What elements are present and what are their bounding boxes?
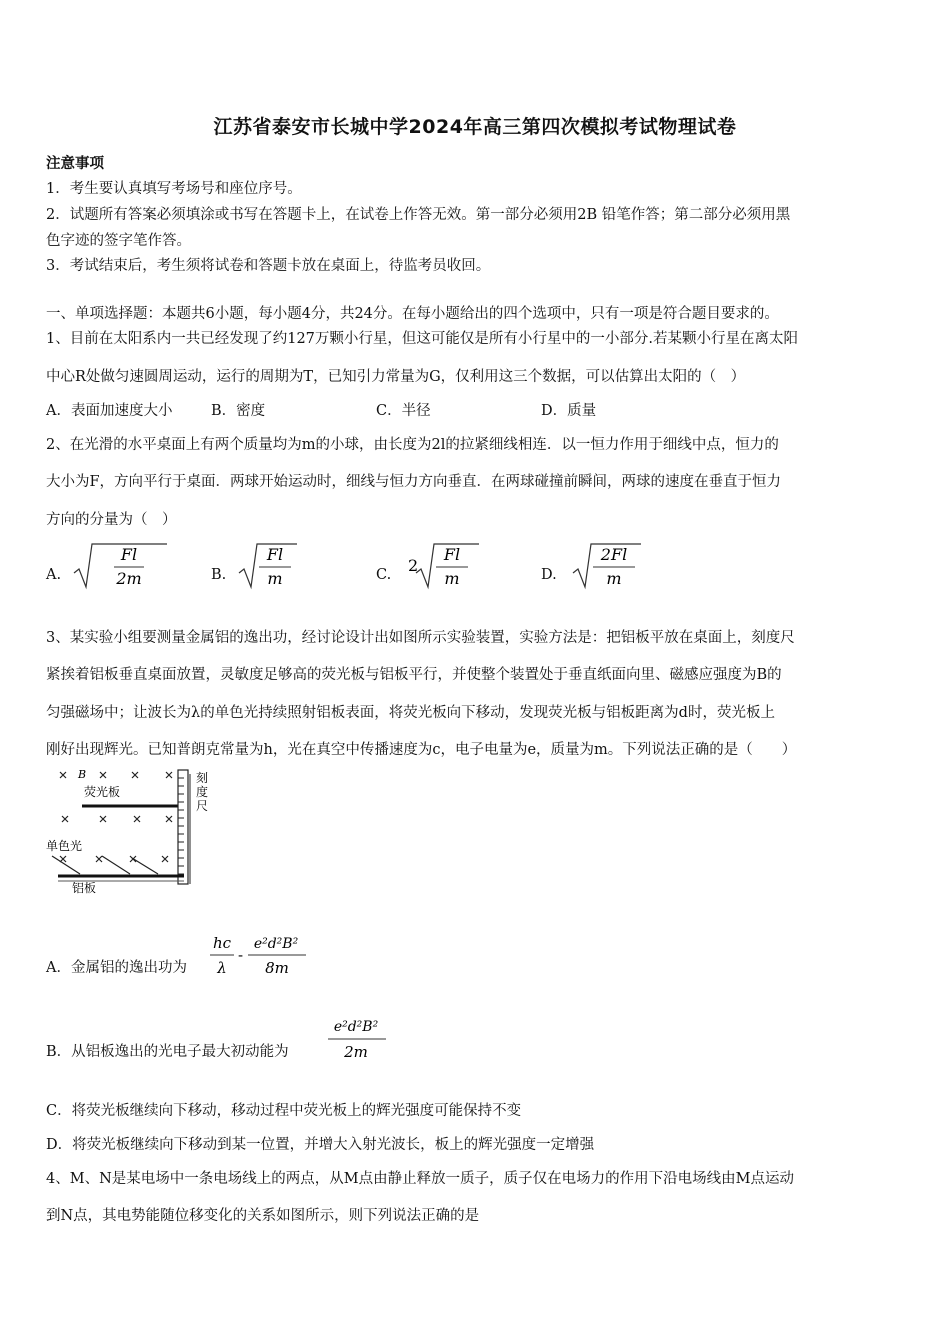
option-text: B．从铝板逸出的光电子最大初动能为 (46, 1044, 289, 1060)
fraction-denominator: m (444, 569, 460, 588)
section-heading: 一、单项选择题：本题共6小题，每小题4分，共24分。在每小题给出的四个选项中，只有一项是符合题目要求的。 (46, 306, 779, 322)
fraction-denominator: 2m (116, 569, 142, 588)
light-rays (52, 856, 158, 874)
fraction-numerator: 2Fl (600, 545, 628, 564)
option-c[interactable]: C．将荧光板继续向下移动，移动过程中荧光板上的辉光强度可能保持不变 (46, 1103, 522, 1119)
question-text: 4、M、N是某电场中一条电场线上的两点，从M点由静止释放一质子，质子仅在电场力的作用下沿电场线由M点运动 (46, 1171, 794, 1187)
fraction-numerator: hc (212, 934, 232, 952)
ruler (178, 770, 188, 884)
option-c[interactable]: C．半径 (376, 403, 431, 419)
question-text: 中心R处做匀速圆周运动，运行的周期为T，已知引力常量为G，仅利用这三个数据，可以估算出太阳的（ ） (46, 369, 746, 385)
question-text: 大小为F，方向平行于桌面．两球开始运动时，细线与恒力方向垂直．在两球碰撞前瞬间，两球的速度在垂直于恒力 (46, 474, 782, 490)
fraction-denominator: 2m (344, 1043, 368, 1061)
fraction-numerator: Fl (120, 545, 138, 564)
option-text: A．金属铝的逸出功为 (46, 960, 187, 976)
notice-item: 2．试题所有答案必须填涂或书写在答题卡上，在试卷上作答无效。第一部分必须用2B 铅笔作答；第二部分必须用黑 (46, 207, 791, 223)
question-text: 匀强磁场中；让波长为λ的单色光持续照射铝板表面，将荧光板向下移动，发现荧光板与铝板距离为d时，荧光板上 (46, 705, 775, 721)
field-label: B (78, 768, 87, 781)
fraction-denominator: λ (217, 959, 227, 977)
option-a[interactable]: A．表面加速度大小 (46, 403, 173, 419)
minus-sign: - (238, 946, 244, 964)
fraction-numerator: Fl (266, 545, 284, 564)
experiment-diagram (44, 764, 224, 896)
light-label: 单色光 (46, 839, 83, 853)
fraction-numerator: e²d²B² (253, 936, 299, 952)
formula (208, 930, 318, 982)
sqrt-symbol (404, 541, 504, 591)
formula (324, 1014, 394, 1066)
page-title: 江苏省泰安市长城中学2024年高三第四次模拟考试物理试卷 (213, 116, 737, 138)
notice-item: 1．考生要认真填写考场号和座位序号。 (46, 181, 302, 197)
sqrt-symbol (72, 541, 172, 591)
coefficient: 2 (408, 556, 419, 575)
option-label: B. (211, 567, 227, 583)
option-label: A. (46, 567, 62, 583)
notice-item: 3．考试结束后，考生须将试卷和答题卡放在桌面上，待监考员收回。 (46, 258, 491, 274)
question-text: 刚好出现辉光。已知普朗克常量为h，光在真空中传播速度为c，电子电量为e，质量为m。下列说法正确的是（ ） (46, 742, 797, 758)
ruler-label: 刻度尺 (196, 771, 209, 813)
option-label: C. (376, 567, 392, 583)
question-text: 1、目前在太阳系内一共已经发现了约127万颗小行星，但这可能仅是所有小行星中的一小部分.若某颗小行星在离太阳 (46, 331, 799, 347)
fraction-numerator: e²d²B² (333, 1019, 379, 1035)
option-d[interactable]: D．将荧光板继续向下移动到某一位置，并增大入射光波长，板上的辉光强度一定增强 (46, 1137, 595, 1153)
question-text: 紧挨着铝板垂直桌面放置，灵敏度足够高的荧光板与铝板平行，并使整个装置处于垂直纸面向里、磁感应强度为B的 (46, 667, 782, 683)
sqrt-symbol (237, 541, 337, 591)
notice-heading: 注意事项 (46, 155, 104, 172)
question-text: 到N点，其电势能随位移变化的关系如图所示，则下列说法正确的是 (46, 1208, 480, 1224)
option-b[interactable]: B．密度 (211, 403, 266, 419)
option-d[interactable]: D．质量 (541, 403, 597, 419)
fraction-numerator: Fl (443, 545, 461, 564)
sqrt-symbol (571, 541, 671, 591)
fraction-denominator: 8m (265, 959, 289, 977)
question-text: 3、某实验小组要测量金属铝的逸出功，经讨论设计出如图所示实验装置，实验方法是：把铝板平放在桌面上，刻度尺 (46, 630, 795, 646)
notice-item: 色字迹的签字笔作答。 (46, 233, 191, 249)
plate-label: 铝板 (72, 881, 97, 895)
fraction-denominator: m (267, 569, 283, 588)
screen-label: 荧光板 (84, 785, 121, 799)
question-text: 2、在光滑的水平桌面上有两个质量均为m的小球，由长度为2l的拉紧细线相连．以一恒力作用于细线中点，恒力的 (46, 437, 779, 453)
option-label: D. (541, 567, 557, 583)
question-text: 方向的分量为（ ） (46, 512, 177, 528)
fraction-denominator: m (606, 569, 622, 588)
